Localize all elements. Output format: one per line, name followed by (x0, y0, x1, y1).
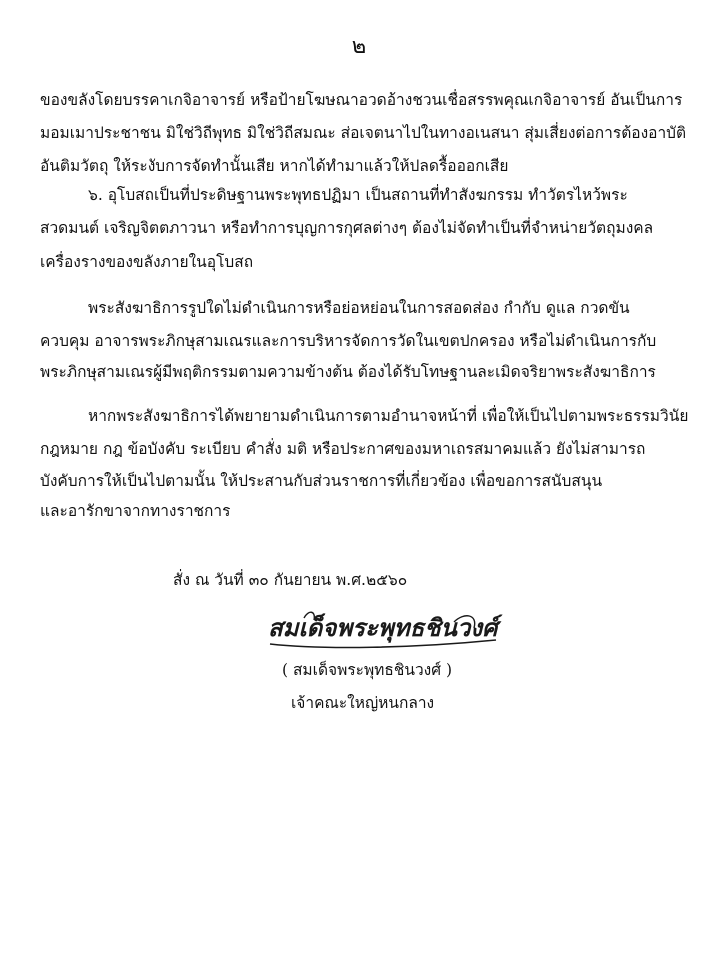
body-line: ควบคุม อาจารพระภิกษุสามเณรและการบริหารจัดการวัดในเขตปกครอง หรือไม่ดำเนินการกับ (40, 332, 657, 350)
body-line: ของขลังโดยบรรคาเกจิอาจารย์ หรือป้ายโฆษณาอวดอ้างชวนเชื่อสรรพคุณเกจิอาจารย์ อันเป็นการ (40, 91, 683, 109)
body-line: หากพระสังฆาธิการได้พยายามดำเนินการตามอำนาจหน้าที่ เพื่อให้เป็นไปตามพระธรรมวินัย (88, 407, 689, 425)
body-line: พระภิกษุสามเณรผู้มีพฤติกรรมตามความข้างต้น ต้องได้รับโทษฐานละเมิดจริยาพระสังฆาธิการ (40, 363, 656, 381)
body-line: บังคับการให้เป็นไปตามนั้น ให้ประสานกับส่วนราชการที่เกี่ยวข้อง เพื่อขอการสนับสนุน (40, 472, 603, 490)
body-line: เครื่องรางของขลังภายในอุโบสถ (40, 253, 254, 271)
signer-name: ( สมเด็จพระพุทธชินวงศ์ ) (282, 661, 453, 679)
signer-title: เจ้าคณะใหญ่หนกลาง (291, 694, 435, 712)
given-date: สั่ง ณ วันที่ ๓๐ กันยายน พ.ศ.๒๕๖๐ (173, 571, 408, 589)
body-line: ๖. อุโบสถเป็นที่ประดิษฐานพระพุทธปฏิมา เป็นสถานที่ทำสังฆกรรม ทำวัตรไหว้พระ (88, 186, 628, 204)
page-number: ๒ (351, 34, 368, 59)
body-line: พระสังฆาธิการรูปใดไม่ดำเนินการหรือย่อหย่อนในการสอดส่อง กำกับ ดูแล กวดขัน (88, 299, 630, 317)
body-line: กฎหมาย กฎ ข้อบังคับ ระเบียบ คำสั่ง มติ หรือประกาศของมหาเถรสมาคมแล้ว ยังไม่สามารถ (40, 440, 646, 458)
body-line: อันติมวัตถุ ให้ระงับการจัดทำนั้นเสีย หากได้ทำมาแล้วให้ปลดรื้อออกเสีย (40, 157, 509, 175)
handwritten-signature (264, 604, 504, 658)
body-line: มอมเมาประชาชน มิใช่วิถีพุทธ มิใช่วิถีสมณะ ส่อเจตนาไปในทางอเนสนา สุ่มเสี่ยงต่อการต้องอาบัติ (40, 124, 687, 142)
body-line: สวดมนต์ เจริญจิตตภาวนา หรือทำการบุญการกุศลต่างๆ ต้องไม่จัดทำเป็นที่จำหน่ายวัตถุมงคล (40, 219, 654, 237)
signature-text: สมเด็จพระพุทธชินวงศ์ (268, 613, 498, 642)
body-line: และอารักขาจากทางราชการ (40, 502, 231, 520)
